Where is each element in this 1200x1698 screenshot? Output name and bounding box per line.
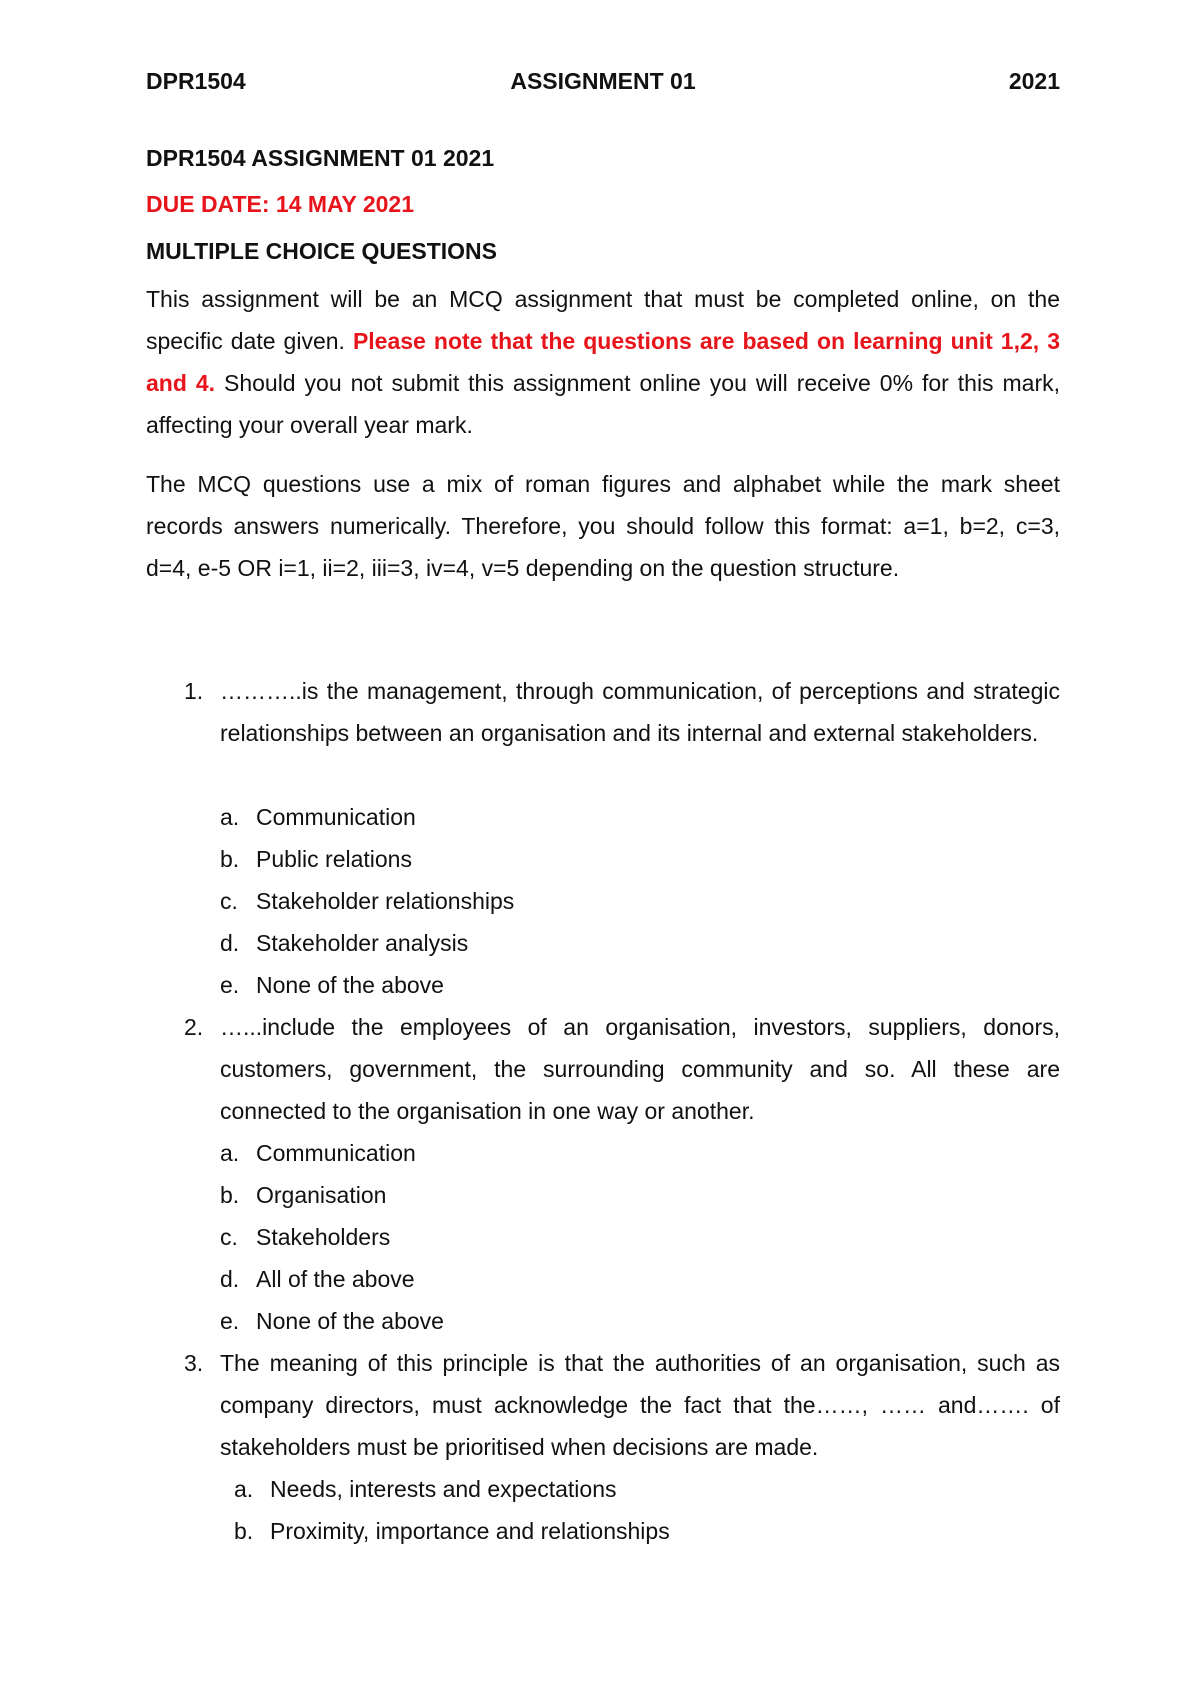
option-text: Stakeholder relationships	[256, 888, 515, 914]
option-letter: c.	[220, 1224, 238, 1250]
option-letter: e.	[220, 972, 240, 998]
option-letter: a.	[234, 1476, 254, 1502]
header-course-code: DPR1504	[146, 68, 246, 94]
intro-paragraph	[146, 278, 1060, 446]
option-text: Stakeholder analysis	[256, 930, 469, 956]
option-letter: b.	[234, 1518, 254, 1544]
header-assignment: ASSIGNMENT 01	[510, 68, 696, 94]
option-letter: b.	[220, 1182, 240, 1208]
option-text: Organisation	[256, 1182, 387, 1208]
option-letter: d.	[220, 1266, 240, 1292]
option-text: None of the above	[256, 972, 444, 998]
option-text: Proximity, importance and relationships	[270, 1518, 670, 1544]
question-text: …...include the employees of an organisation, investors, suppliers, donors, customers, government, the surrounding community and so. All these are connected to the organisation in one way or another.	[220, 1014, 1060, 1124]
page-header	[146, 68, 1060, 100]
question-number: 2.	[184, 1014, 204, 1040]
option-letter: c.	[220, 888, 238, 914]
option-letter: d.	[220, 930, 240, 956]
format-note-paragraph: The MCQ questions use a mix of roman figures and alphabet while the mark sheet records answers numerically. Therefore, you should follow this format: a=1, b=2, c=3, d=4, e-5 OR i=1, ii=2, iii=3, iv=4, v=5 depending on the question structure.	[146, 471, 1060, 581]
option-text: All of the above	[256, 1266, 415, 1292]
option-letter: e.	[220, 1308, 240, 1334]
option-text: Needs, interests and expectations	[270, 1476, 617, 1502]
question-number: 3.	[184, 1350, 204, 1376]
option-letter: a.	[220, 804, 240, 830]
question-text: The meaning of this principle is that the authorities of an organisation, such as company directors, must acknowledge the fact that the……, …… and……. of stakeholders must be prioritised when decisions are made.	[220, 1350, 1060, 1460]
option-text: Communication	[256, 804, 416, 830]
option-text: Stakeholders	[256, 1224, 391, 1250]
intro-text-2: Should you not submit this assignment online you will receive 0% for this mark, affecting your overall year mark.	[146, 370, 1061, 438]
intro-highlight: Please note that the questions are based on learning unit 1,2, 3 and 4.	[146, 328, 1060, 396]
document-title: DPR1504 ASSIGNMENT 01 2021	[146, 145, 495, 171]
intro-text-1: This assignment will be an MCQ assignment that must be completed online, on the specific date given.	[146, 286, 1060, 354]
option-text: None of the above	[256, 1308, 444, 1334]
header-year: 2021	[1008, 68, 1060, 94]
question-number: 1.	[184, 678, 204, 704]
option-text: Communication	[256, 1140, 416, 1166]
option-text: Public relations	[256, 846, 412, 872]
option-letter: b.	[220, 846, 240, 872]
due-date: DUE DATE: 14 MAY 2021	[146, 191, 415, 217]
option-letter: a.	[220, 1140, 240, 1166]
question-text: ………..is the management, through communication, of perceptions and strategic relationships between an organisation and its internal and external stakeholders.	[220, 678, 1060, 746]
section-heading: MULTIPLE CHOICE QUESTIONS	[146, 238, 497, 264]
